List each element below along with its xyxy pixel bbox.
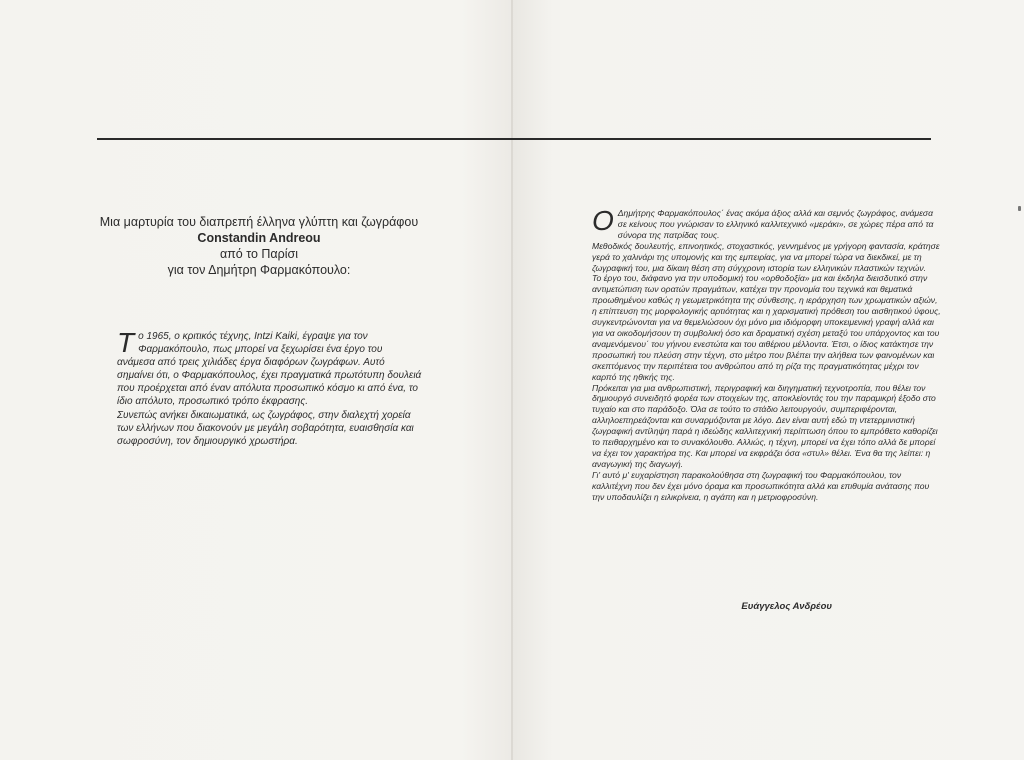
author-signature: Ευάγγελος Ανδρέου xyxy=(741,601,832,612)
center-fold xyxy=(511,0,513,760)
intro-text xyxy=(117,327,423,448)
essay-paragraph: Το έργο του, διάφανο για την υποδομική του «ορθοδοξία» μα και έκδηλα διεισδυτικό στην αντιμετώπιση των ορατών πραγμάτων, κατέχει την προνομία του τεχνικά και θεματικά προωθημένου καθώς η γεωμετρικότητα της σύνθεσης, η ιεράρχηση των χρωματικών αξιών, η επίπτευση της μορφολογικής αρτιότητας και η χαρισματική πρόθεση του αισθητικού ύφους, συγκεντρώνονται για να θεμελιώσουν όχι μόνο μια ιδιόμορφη υποκειμενική γραφή αλλά και για να οικοδομήσουν τη συμβολική όσο και δραματική σχέση μεταξύ του υπάρχοντος και του αναμενόμενου΄ του γήινου ενεστώτα και του αιθέριου μέλλοντα. Έτσι, ο ίδιος κατάκτησε την προσωπική του πλεύση στην τέχνη, στο μέτρο που βλέπει την αλήθεια των φαινομένων και σκεπτόμενος την περιπέτεια του ανθρώπου από τη ρίζα της πραγματικότητας μέχρι τον καρπό της ηθικής της. xyxy=(592,273,941,382)
essay-text xyxy=(592,205,942,502)
heading-line-1: Μια μαρτυρία του διαπρεπή έλληνα γλύπτη και ζωγράφου xyxy=(99,215,419,229)
left-heading xyxy=(84,214,434,278)
essay-paragraph xyxy=(592,205,942,241)
heading-artist-name: Constandin Andreou xyxy=(197,231,321,245)
intro-paragraph-1-text: ο 1965, ο κριτικός τέχνης, Intzi Kaiki, έγραψε για τον Φαρμακόπουλο, πως μπορεί να ξεχωρίσει ένα έργο του ανάμεσα από τρεις χιλιάδες έργα διαφόρων ζωγράφων. Αυτό σημαίνει ότι, ο Φαρμακόπουλος, έχει πραγματικά πρωτότυπη δουλειά που προέρχεται από έναν απόλυτα προσωπικό κόσμο κι από ένα, το ίδιο απόλυτο, προσωπικό τρόπο έκφρασης. xyxy=(117,331,422,408)
essay-paragraph: Μεθοδικός δουλευτής, επινοητικός, στοχαστικός, γεννημένος με γρήγορη φαντασία, κράτησε γερά το χαλινάρι της υπομονής και της εμπειρίας, για να μπορεί τώρα να διεκδικεί, με τη ζωγραφική του, μια δίκαιη θέση στη σύγχρονη ιστορία των ελληνικών πλαστικών τεχνών. xyxy=(592,240,940,273)
paper-speck xyxy=(1018,206,1021,211)
heading-line-3: από το Παρίσι xyxy=(219,247,299,261)
intro-paragraph-2: Συνεπώς ανήκει δικαιωματικά, ως ζωγράφος, στην διαλεχτή χορεία των ελλήνων που διακονούν με μεγάλη σοβαρότητα, ευαισθησία και σωφροσύνη, τον δημιουργικό χρωστήρα. xyxy=(117,409,414,447)
essay-dropcap: Ο xyxy=(592,205,614,236)
horizontal-rule xyxy=(97,138,931,140)
intro-dropcap: Τ xyxy=(117,327,135,358)
essay-paragraph: Πρόκειται για μια ανθρωπιστική, περιγραφική και διηγηματική τεχνοτροπία, που θέλει τον δημιουργό συνειδητό φορέα των στοιχείων της, αποκλείοντάς του την παραμικρή έξοδο στο τυχαίο και στο παράδοξο. Όλα σε τούτο το στάδιο λειτουργούν, συμπεριφέρονται, αλληλοεπηρεάζονται και συναρμόζονται με λόγο. Δεν είναι αυτή εδώ τη ντετερμινιστική ζωγραφική αντίληψη παρά η ιδεώδης καλλιτεχνική περίπτωση όπου το εμπρόθετο καθορίζει το πειθαρχημένο και το συνακόλουθο. Αλλιώς, η τέχνη, μπορεί να έχει τόπο αλλά δε μπορεί να έχει τον χαρακτήρα της. Και μπορεί να εκφράζει όσα «στυλ» θέλει. Ένα θα της λείπει: η αναγωγική της διαγωγή. xyxy=(592,382,938,469)
essay-paragraph-1-text: Δημήτρης Φαρμακόπουλος΄ ένας ακόμα άξιος αλλά και σεμνός ζωγράφος, ανάμεσα σε κείνους που γνώρισαν το ελληνικό καλλιτεχνικό «μεράκι», σε χώρες πέρα από τα σύνορα της πατρίδας τους. xyxy=(617,208,934,240)
essay-paragraph: Γι' αυτό μ' ευχαρίστηση παρακολούθησα στη ζωγραφική του Φαρμακόπουλου, τον καλλιτέχνη που δεν έχει μόνο όραμα και προσωπικότητα αλλά και επιθυμία ανάτασης που την υποδαυλίζει η ειλικρίνεια, η αγάπη και η μετριοφροσύνη. xyxy=(592,469,930,502)
intro-paragraph-1 xyxy=(117,327,423,409)
heading-line-4: για τον Δημήτρη Φαρμακόπουλο: xyxy=(167,263,351,277)
